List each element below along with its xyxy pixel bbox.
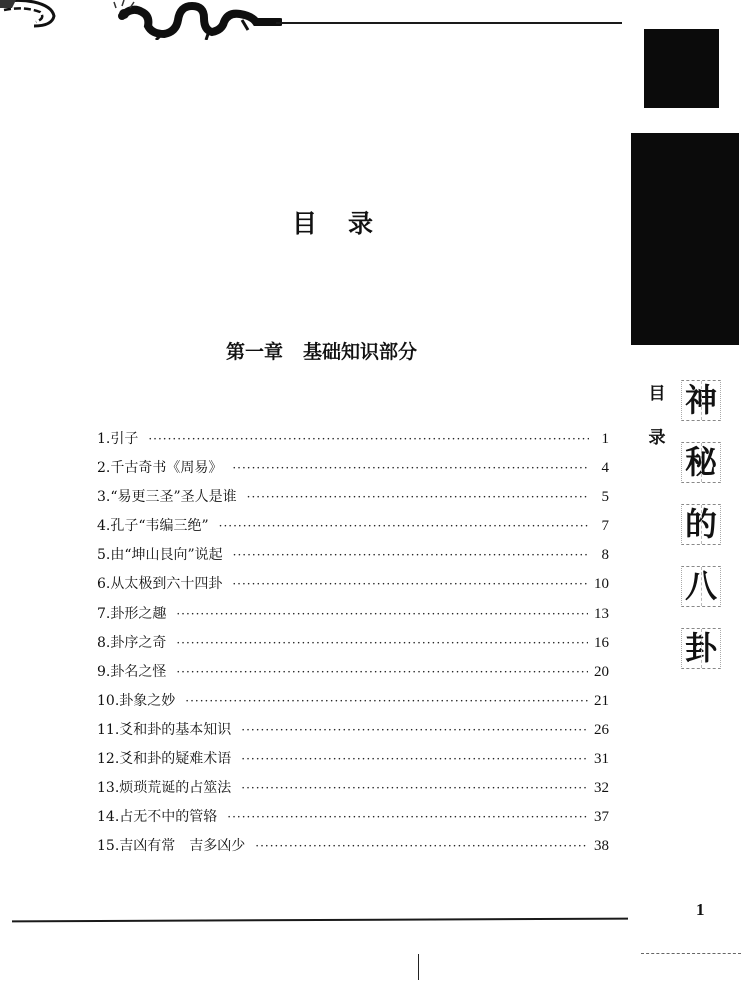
toc-leader-dots bbox=[148, 432, 589, 446]
toc-entry[interactable] bbox=[97, 544, 609, 573]
toc-entry[interactable] bbox=[97, 690, 609, 719]
toc-entry[interactable] bbox=[97, 661, 609, 690]
chapter-heading bbox=[226, 337, 417, 364]
toc-entry-page: 8 bbox=[601, 547, 609, 564]
toc-leader-dots bbox=[241, 752, 588, 766]
toc-leader-dots bbox=[176, 607, 588, 621]
toc-entry-page: 1 bbox=[601, 431, 609, 447]
toc-entry[interactable] bbox=[97, 457, 609, 486]
toc-leader-dots bbox=[233, 548, 589, 562]
toc-leader-dots bbox=[255, 839, 588, 853]
book-title-char: 神 bbox=[681, 380, 721, 421]
toc-leader-dots bbox=[241, 723, 588, 737]
toc-entry-page: 38 bbox=[594, 838, 609, 855]
toc-entry-page: 16 bbox=[594, 634, 609, 651]
toc-entry-title: 2.千古奇书《周易》 bbox=[97, 460, 223, 477]
toc-leader-dots bbox=[227, 810, 588, 824]
toc-entry-page: 10 bbox=[594, 576, 609, 593]
toc-entry-page: 32 bbox=[594, 780, 609, 797]
toc-entry-page: 21 bbox=[594, 692, 609, 709]
chapter-title: 基础知识部分 bbox=[303, 341, 418, 363]
toc-entry-title: 12.爻和卦的疑难术语 bbox=[97, 751, 232, 768]
toc-entry[interactable] bbox=[97, 719, 609, 748]
page-title-char: 目 bbox=[292, 209, 319, 238]
book-title-char: 的 bbox=[681, 504, 721, 545]
toc-entry-title: 3.“易更三圣”圣人是谁 bbox=[97, 489, 237, 506]
toc-entry-title: 1.引子 bbox=[97, 431, 139, 447]
toc-entry-title: 15.吉凶有常 吉多凶少 bbox=[97, 838, 246, 855]
book-title-char: 秘 bbox=[681, 442, 721, 483]
toc-entry[interactable] bbox=[97, 632, 609, 661]
book-title-char: 卦 bbox=[681, 628, 721, 669]
toc-leader-dots bbox=[232, 461, 589, 475]
toc-entry-title: 11.爻和卦的基本知识 bbox=[97, 721, 232, 738]
page-title bbox=[292, 204, 374, 240]
toc-leader-dots bbox=[241, 781, 588, 795]
toc-entry-page: 7 bbox=[601, 518, 609, 535]
toc-leader-dots bbox=[176, 636, 588, 650]
toc-entry-title: 7.卦形之趣 bbox=[97, 605, 167, 622]
cloud-swirl-icon bbox=[0, 0, 64, 30]
page-number: 1 bbox=[696, 900, 705, 919]
toc-entry-page: 13 bbox=[594, 605, 609, 622]
chapter-number: 第一章 bbox=[226, 341, 284, 363]
sidebar-section-label bbox=[645, 382, 669, 470]
toc-leader-dots bbox=[219, 519, 589, 533]
toc-entry-page: 26 bbox=[594, 721, 609, 738]
gutter-mark bbox=[418, 954, 419, 980]
toc-entry[interactable] bbox=[97, 603, 609, 632]
toc-entry[interactable] bbox=[97, 515, 609, 544]
toc-entry[interactable] bbox=[97, 835, 609, 864]
toc-entry-title: 8.卦序之奇 bbox=[97, 634, 167, 651]
book-title-char: 八 bbox=[681, 566, 721, 607]
toc-entry-title: 5.由“坤山艮向”说起 bbox=[97, 547, 223, 564]
footer-dashed-rule bbox=[641, 953, 741, 955]
toc-entry[interactable] bbox=[97, 748, 609, 777]
header-rule bbox=[276, 22, 622, 24]
toc-entry-title: 13.烦琐荒诞的占筮法 bbox=[97, 780, 232, 797]
toc-entry-page: 31 bbox=[594, 751, 609, 768]
footer-rule bbox=[12, 918, 628, 923]
toc-entry-title: 6.从太极到六十四卦 bbox=[97, 576, 223, 593]
toc-entry[interactable] bbox=[97, 573, 609, 602]
toc-entry-title: 9.卦名之怪 bbox=[97, 663, 167, 680]
toc-entry[interactable] bbox=[97, 806, 609, 835]
sidebar-black-block-tall bbox=[631, 133, 739, 345]
sidebar-section-char: 目 bbox=[648, 384, 666, 404]
toc-entry[interactable] bbox=[97, 777, 609, 806]
toc-leader-dots bbox=[176, 665, 588, 679]
toc-entry[interactable] bbox=[97, 428, 609, 457]
toc-leader-dots bbox=[185, 694, 588, 708]
toc-entry-page: 5 bbox=[601, 489, 609, 506]
toc-list bbox=[97, 428, 609, 864]
toc-leader-dots bbox=[232, 577, 588, 591]
toc-entry-title: 14.占无不中的管辂 bbox=[97, 809, 218, 826]
sidebar-black-block-top bbox=[644, 29, 719, 108]
toc-entry-title: 4.孔子“韦编三绝” bbox=[97, 518, 209, 535]
toc-entry-title: 10.卦象之妙 bbox=[97, 692, 176, 709]
toc-entry-page: 4 bbox=[601, 460, 609, 477]
toc-leader-dots bbox=[247, 490, 589, 504]
dragon-icon bbox=[112, 0, 282, 40]
sidebar-section-char: 录 bbox=[648, 428, 666, 448]
page-title-char: 录 bbox=[348, 209, 375, 238]
toc-entry-page: 20 bbox=[594, 663, 609, 680]
toc-entry-page: 37 bbox=[594, 809, 609, 826]
sidebar-book-title bbox=[681, 380, 723, 690]
toc-entry[interactable] bbox=[97, 486, 609, 515]
